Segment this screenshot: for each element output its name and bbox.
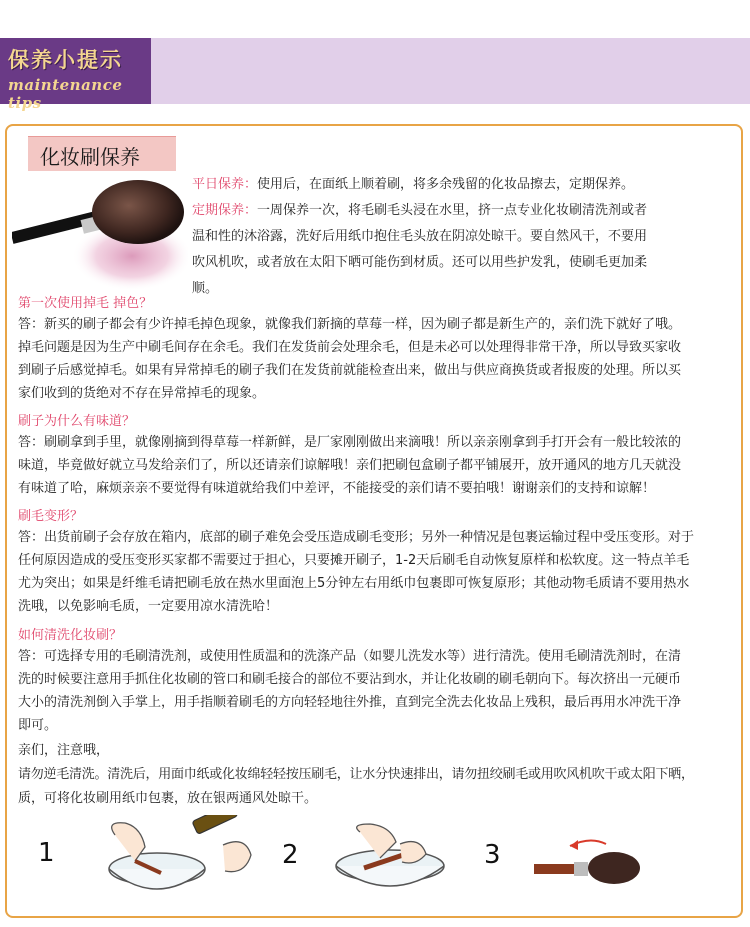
faq-answer-4-line-3: 大小的清洗剂倒入手掌上，用手指顺着刷毛的方向轻轻地往外推，直到完全洗去化妆品上残积，最后再用水冲洗干净 (18, 695, 682, 710)
faq-answer-1-line-3: 到刷子后感觉掉毛。如果有异常掉毛的刷子我们在发货前就能检查出来，做出与供应商换货或者报废的处理。所以买 (18, 363, 682, 378)
faq-answer-4-line-6: 请勿逆毛清洗。清洗后，用面巾纸或化妆绵轻轻按压刷毛，让水分快速排出，请勿扭绞刷毛或用吹风机吹干或太阳下晒， (18, 767, 694, 782)
step-number-1: 1 (38, 838, 55, 868)
regular-care-line-4: 顺。 (192, 281, 219, 296)
section-title: 化妆刷保养 (40, 145, 140, 169)
daily-care-label: 平日保养： (192, 177, 258, 192)
faq-answer-4-line-7: 质，可将化妆刷用纸巾包裹，放在银两通风处晾干。 (18, 791, 318, 806)
step-1-illustration (95, 815, 255, 897)
faq-answer-2-line-2: 味道，毕竟做好就立马发给亲们了，所以还请亲们谅解哦！亲们把刷包盒刷子都平铺展开，放开通风的地方几天就没 (18, 458, 682, 473)
regular-care-line-3: 吹风机吹，或者放在太阳下晒可能伤到材质。还可以用些护发乳，使刷毛更加柔 (192, 255, 648, 270)
banner-title-box (0, 38, 151, 112)
faq-question-3: 刷毛变形？ (18, 509, 84, 524)
regular-care-line-2: 温和性的沐浴露，洗好后用纸巾抱住毛头放在阴凉处晾干。要自然风干，不要用 (192, 229, 648, 244)
faq-answer-3-line-2: 任何原因造成的受压变形买家都不需要过于担心，只要摊开刷子，1-2天后刷毛自动恢复原样和松软度。这一特点羊毛 (18, 553, 690, 568)
step-3-illustration (530, 834, 640, 890)
faq-question-4: 如何清洗化妆刷？ (18, 628, 123, 643)
step-number-2: 2 (282, 840, 299, 870)
faq-answer-2-line-3: 有味道了哈，麻烦亲亲不要觉得有味道就给我们中差评，不能接受的亲们请不要拍哦！谢谢亲们的支持和谅解！ (18, 481, 656, 496)
faq-answer-1-line-1: 答：新买的刷子都会有少许掉毛掉色现象，就像我们新摘的草莓一样，因为刷子都是新生产的，亲们洗下就好了哦。 (18, 317, 682, 332)
makeup-brush-image (12, 176, 188, 290)
faq-answer-3-line-1: 答：出货前刷子会存放在箱内，底部的刷子难免会受压造成刷毛变形；另外一种情况是包裹运输过程中受压变形。对于 (18, 530, 695, 545)
faq-answer-2-line-1: 答：刷刷拿到手里，就像刚摘到得草莓一样新鲜，是厂家刚刚做出来滴哦！所以亲亲刚拿到手打开会有一般比较浓的 (18, 435, 682, 450)
faq-answer-4-line-1: 答：可选择专用的毛刷清洗剂，或使用性质温和的洗涤产品（如婴儿洗发水等）进行清洗。使用毛刷清洗剂时，在清 (18, 649, 682, 664)
regular-care-text-1: 一周保养一次，将毛刷毛头浸在水里，挤一点专业化妆刷清洗剂或者 (257, 203, 648, 218)
faq-question-2: 刷子为什么有味道？ (18, 414, 136, 429)
banner-title-en: maintenance tips (8, 76, 123, 112)
daily-care-text: 使用后，在面纸上顺着刷，将多余残留的化妆品擦去，定期保养。 (257, 177, 635, 192)
daily-care-line (192, 174, 634, 197)
step-number-3: 3 (484, 840, 501, 870)
faq-answer-4-line-2: 洗的时候要注意用手抓住化妆刷的管口和刷毛接合的部位不要沾到水，并让化妆刷的刷毛朝向下。每次挤出一元硬币 (18, 672, 682, 687)
regular-care-line-1 (192, 200, 647, 223)
faq-question-1: 第一次使用掉毛 掉色？ (18, 296, 153, 311)
step-2-illustration (330, 822, 450, 898)
faq-answer-3-line-3: 尤为突出；如果是纤维毛请把刷毛放在热水里面泡上5分钟左右用纸巾包裹即可恢复原形；其他动物毛质请不要用热水 (18, 576, 690, 591)
faq-answer-3-line-4: 洗哦，以免影响毛质，一定要用凉水清洗哈！ (18, 599, 279, 614)
faq-answer-4-line-5: 亲们，注意哦， (18, 743, 110, 758)
section-title-tab (28, 136, 176, 171)
header-banner (0, 38, 750, 112)
regular-care-label: 定期保养： (192, 203, 258, 218)
faq-answer-4-line-4: 即可。 (18, 718, 58, 733)
faq-answer-1-line-4: 家们收到的货绝对不存在异常掉毛的现象。 (18, 386, 266, 401)
banner-title-cn: 保养小提示 (8, 47, 123, 72)
faq-answer-1-line-2: 掉毛问题是因为生产中刷毛间存在余毛。我们在发货前会处理余毛，但是未必可以处理得非常干净，所以导致买家收 (18, 340, 682, 355)
